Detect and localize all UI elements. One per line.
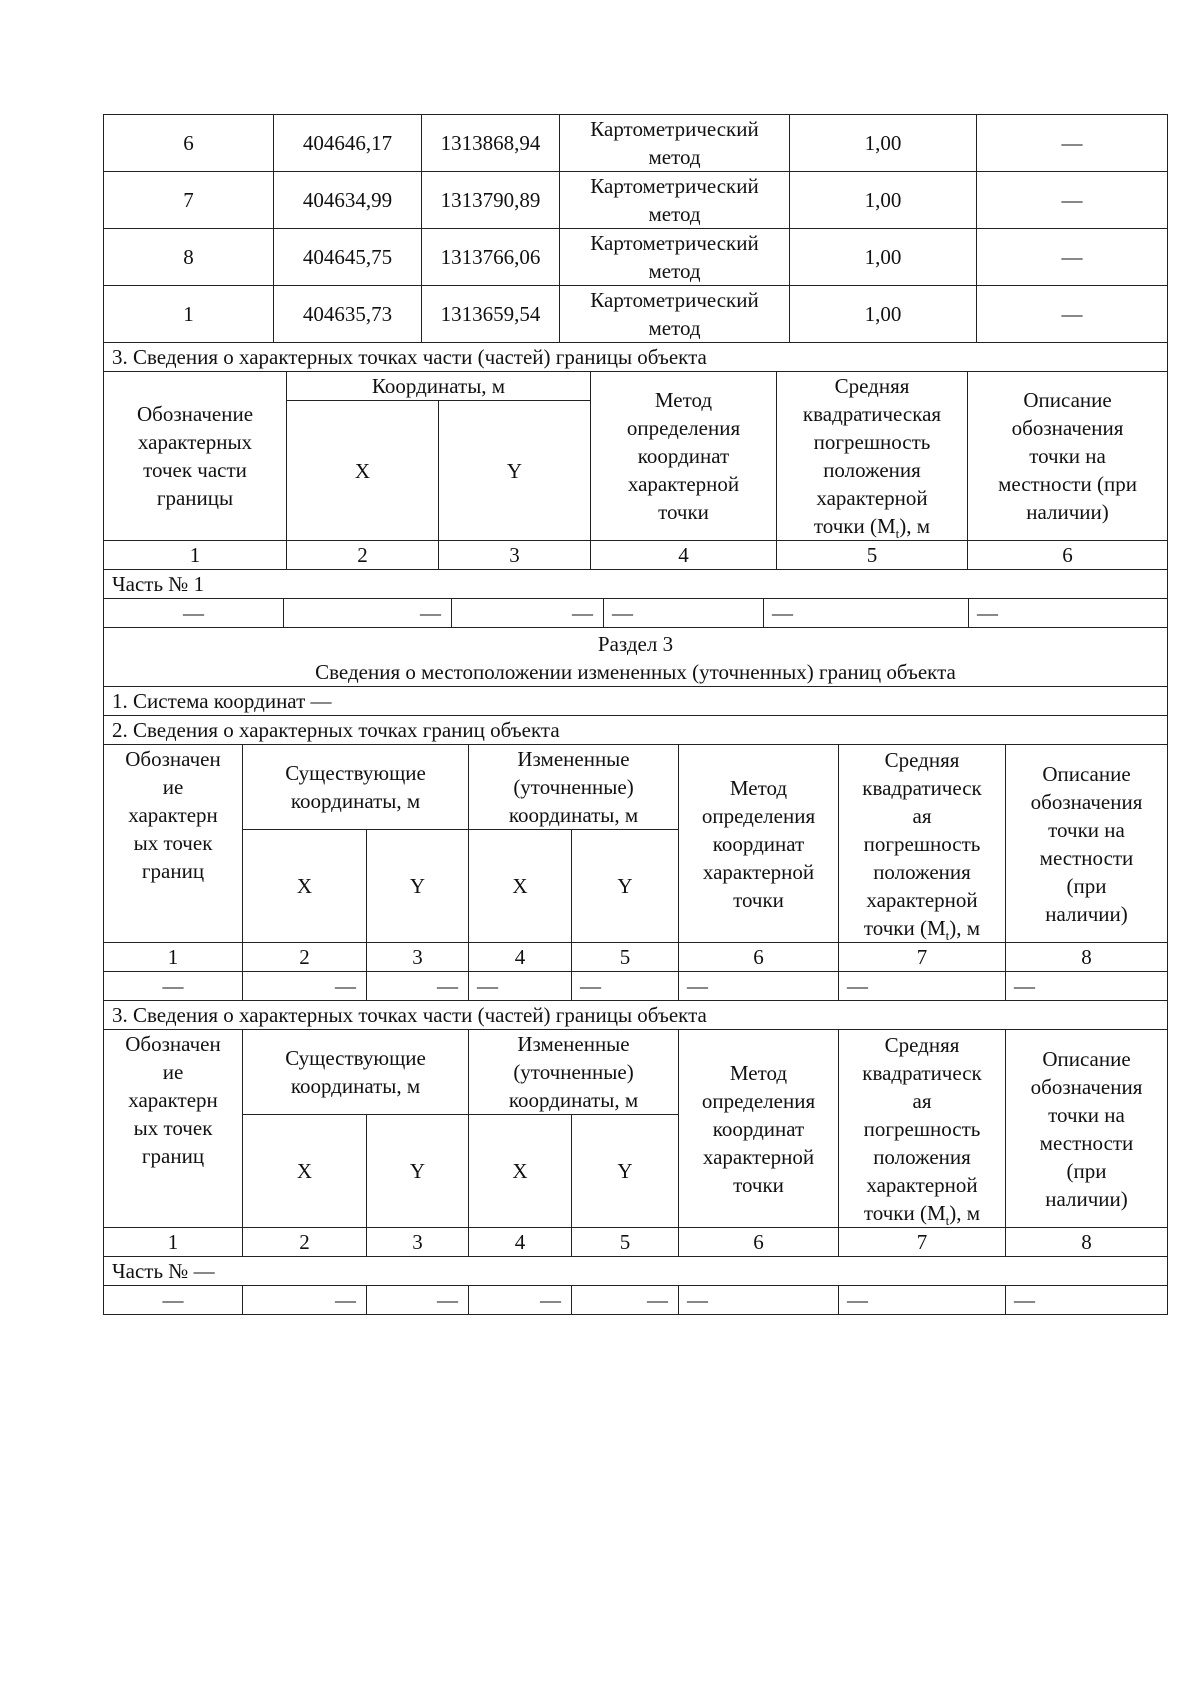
coord-y: 1313868,94 bbox=[422, 115, 560, 172]
subscript-text: t bbox=[945, 1212, 950, 1228]
table-row bbox=[104, 1286, 1168, 1315]
column-number: 2 bbox=[287, 541, 439, 570]
header-line: характерной bbox=[702, 1144, 815, 1169]
accuracy-value: 1,00 bbox=[790, 229, 977, 286]
description-value: — bbox=[977, 286, 1168, 343]
header-line: координат bbox=[637, 444, 730, 468]
header-line: точки на bbox=[1029, 444, 1106, 468]
dash-cell: — bbox=[572, 972, 679, 1001]
header-x: X bbox=[243, 1115, 367, 1228]
column-number: 1 bbox=[104, 541, 287, 570]
header-line: (при bbox=[1066, 873, 1107, 898]
dash-cell: — bbox=[452, 599, 604, 628]
header-existing-coords bbox=[243, 745, 469, 830]
header-line: Измененные bbox=[517, 1032, 630, 1056]
header-line: точки на bbox=[1048, 817, 1125, 842]
accuracy-value: 1,00 bbox=[790, 286, 977, 343]
dash-cell: — bbox=[679, 1286, 839, 1315]
header-line: границы bbox=[156, 486, 234, 510]
header-y: Y bbox=[572, 830, 679, 943]
header-description bbox=[1006, 745, 1168, 943]
subscript-text: t bbox=[945, 927, 950, 943]
header-line: границ bbox=[141, 859, 205, 883]
header-line: характерных bbox=[137, 430, 253, 454]
column-number: 5 bbox=[572, 1228, 679, 1257]
header-line: координат bbox=[712, 831, 805, 856]
header-method bbox=[679, 1030, 839, 1228]
header-designation bbox=[104, 745, 243, 943]
header-line: ие bbox=[162, 775, 184, 799]
header-line: ых точек bbox=[133, 831, 213, 855]
column-number: 1 bbox=[104, 1228, 243, 1257]
method-line: метод bbox=[648, 145, 701, 169]
header-method bbox=[679, 745, 839, 943]
header-x: X bbox=[469, 830, 572, 943]
column-number: 4 bbox=[591, 541, 777, 570]
subscript-text: t bbox=[895, 526, 900, 542]
header-line: положения bbox=[873, 859, 971, 884]
section-heading: 3. Сведения о характерных точках части (частей) границы объекта bbox=[104, 343, 1168, 372]
boundary-points-table-tail bbox=[103, 114, 1168, 343]
header-line: обозначения bbox=[1011, 416, 1124, 440]
dash-cell: — bbox=[367, 1286, 469, 1315]
header-line: (уточненные) bbox=[513, 775, 634, 799]
header-line: характерной bbox=[702, 859, 815, 884]
column-number: 8 bbox=[1006, 943, 1168, 972]
header-line: точки bbox=[733, 1172, 784, 1197]
header-line: погрешность bbox=[863, 831, 981, 856]
description-value: — bbox=[977, 115, 1168, 172]
dash-cell: — bbox=[284, 599, 452, 628]
header-line: наличии) bbox=[1026, 500, 1109, 524]
header-line: ая bbox=[912, 1088, 932, 1113]
header-line: обозначения bbox=[1030, 789, 1143, 814]
method-line: Картометрический bbox=[590, 117, 759, 141]
method-line: Картометрический bbox=[590, 231, 759, 255]
header-line: Существующие bbox=[285, 1046, 426, 1070]
header-line: Средняя bbox=[834, 374, 910, 398]
header-designation bbox=[104, 372, 287, 541]
coord-y: 1313659,54 bbox=[422, 286, 560, 343]
point-number: 7 bbox=[104, 172, 274, 229]
header-description bbox=[1006, 1030, 1168, 1228]
header-line: точек части bbox=[143, 458, 247, 482]
column-number: 1 bbox=[104, 943, 243, 972]
header-line: (при bbox=[1066, 1158, 1107, 1183]
header-line: квадратическ bbox=[862, 1060, 982, 1085]
header-line: определения bbox=[626, 416, 741, 440]
header-existing-coords bbox=[243, 1030, 469, 1115]
method-cell bbox=[560, 286, 790, 343]
coord-x: 404646,17 bbox=[274, 115, 422, 172]
column-numbers-row bbox=[104, 541, 1168, 570]
header-line: обозначения bbox=[1030, 1074, 1143, 1099]
dash-cell: — bbox=[469, 1286, 572, 1315]
column-number: 4 bbox=[469, 943, 572, 972]
header-line: Описание bbox=[1042, 761, 1131, 786]
header-line bbox=[843, 914, 1001, 942]
column-number: 5 bbox=[572, 943, 679, 972]
header-line: ая bbox=[912, 803, 932, 828]
header-line: Средняя bbox=[884, 747, 960, 772]
table-row bbox=[104, 972, 1168, 1001]
section3-table bbox=[103, 628, 1168, 1315]
point-number: 8 bbox=[104, 229, 274, 286]
dash-cell: — bbox=[104, 1286, 243, 1315]
dash-cell: — bbox=[243, 972, 367, 1001]
header-line: местности (при bbox=[998, 472, 1137, 496]
coord-x: 404634,99 bbox=[274, 172, 422, 229]
table-row bbox=[104, 229, 1168, 286]
header-line: квадратическ bbox=[862, 775, 982, 800]
header-line: местности bbox=[1039, 845, 1134, 870]
header-text: ), м bbox=[949, 1200, 981, 1225]
header-line: Измененные bbox=[517, 747, 630, 771]
header-line: характерной bbox=[816, 486, 928, 510]
column-number: 6 bbox=[679, 943, 839, 972]
header-line: точки на bbox=[1048, 1102, 1125, 1127]
section-heading: 3. Сведения о характерных точках части (частей) границы объекта bbox=[104, 1001, 1168, 1030]
header-line: погрешность bbox=[813, 430, 931, 454]
header-text: ), м bbox=[949, 915, 981, 940]
header-y: Y bbox=[367, 1115, 469, 1228]
header-x: X bbox=[469, 1115, 572, 1228]
dash-cell: — bbox=[764, 599, 969, 628]
header-line: Описание bbox=[1023, 388, 1112, 412]
column-number: 2 bbox=[243, 1228, 367, 1257]
column-number: 6 bbox=[679, 1228, 839, 1257]
column-number: 6 bbox=[968, 541, 1168, 570]
header-line bbox=[781, 512, 963, 540]
part-dash-row-table bbox=[103, 599, 1168, 628]
header-y: Y bbox=[367, 830, 469, 943]
header-line: Метод bbox=[729, 1060, 788, 1085]
method-line: метод bbox=[648, 316, 701, 340]
method-cell bbox=[560, 229, 790, 286]
header-line: точки bbox=[733, 887, 784, 912]
parts-points-table bbox=[103, 343, 1168, 599]
document-page bbox=[103, 114, 1167, 1315]
header-line: Метод bbox=[654, 388, 713, 412]
header-line: наличии) bbox=[1045, 1186, 1128, 1211]
header-coordinates: Координаты, м bbox=[287, 372, 591, 401]
header-text: ), м bbox=[899, 514, 931, 538]
description-value: — bbox=[977, 172, 1168, 229]
section-heading: 2. Сведения о характерных точках границ объекта bbox=[104, 716, 1168, 745]
header-y: Y bbox=[439, 401, 591, 541]
header-line: координаты, м bbox=[508, 803, 639, 827]
coord-y: 1313790,89 bbox=[422, 172, 560, 229]
header-line: Средняя bbox=[884, 1032, 960, 1057]
coord-x: 404635,73 bbox=[274, 286, 422, 343]
header-line: точки bbox=[658, 500, 709, 524]
dash-cell: — bbox=[367, 972, 469, 1001]
header-line: характерной bbox=[627, 472, 740, 496]
header-y: Y bbox=[572, 1115, 679, 1228]
accuracy-value: 1,00 bbox=[790, 115, 977, 172]
header-line: наличии) bbox=[1045, 901, 1128, 926]
header-line: местности bbox=[1039, 1130, 1134, 1155]
header-line: квадратическая bbox=[802, 402, 942, 426]
column-number: 8 bbox=[1006, 1228, 1168, 1257]
column-number: 3 bbox=[439, 541, 591, 570]
header-accuracy bbox=[777, 372, 968, 541]
column-number: 3 bbox=[367, 1228, 469, 1257]
accuracy-value: 1,00 bbox=[790, 172, 977, 229]
header-line: координаты, м bbox=[508, 1088, 639, 1112]
table-row bbox=[104, 172, 1168, 229]
header-line bbox=[843, 1199, 1001, 1227]
header-accuracy bbox=[839, 1030, 1006, 1228]
dash-cell: — bbox=[1006, 1286, 1168, 1315]
method-line: Картометрический bbox=[590, 174, 759, 198]
section-subtitle: Сведения о местоположении измененных (уточненных) границ объекта bbox=[315, 660, 956, 684]
header-line: Существующие bbox=[285, 761, 426, 785]
header-line: определения bbox=[701, 803, 816, 828]
part-label: Часть № — bbox=[104, 1257, 1168, 1286]
column-number: 4 bbox=[469, 1228, 572, 1257]
header-line: Метод bbox=[729, 775, 788, 800]
header-x: X bbox=[243, 830, 367, 943]
dash-cell: — bbox=[104, 972, 243, 1001]
dash-cell: — bbox=[104, 599, 284, 628]
table-row bbox=[104, 286, 1168, 343]
header-method bbox=[591, 372, 777, 541]
header-line: координаты, м bbox=[290, 1074, 421, 1098]
dash-cell: — bbox=[839, 1286, 1006, 1315]
header-line: характерной bbox=[866, 1172, 978, 1197]
method-cell bbox=[560, 172, 790, 229]
header-line: границ bbox=[141, 1144, 205, 1168]
header-changed-coords bbox=[469, 1030, 679, 1115]
point-number: 1 bbox=[104, 286, 274, 343]
dash-cell: — bbox=[1006, 972, 1168, 1001]
header-line: (уточненные) bbox=[513, 1060, 634, 1084]
dash-cell: — bbox=[572, 1286, 679, 1315]
header-line: Обозначение bbox=[136, 402, 254, 426]
column-number: 2 bbox=[243, 943, 367, 972]
header-line: координаты, м bbox=[290, 789, 421, 813]
header-line: характерн bbox=[128, 803, 218, 827]
header-line: ие bbox=[162, 1060, 184, 1084]
header-changed-coords bbox=[469, 745, 679, 830]
coord-x: 404645,75 bbox=[274, 229, 422, 286]
point-number: 6 bbox=[104, 115, 274, 172]
column-number: 5 bbox=[777, 541, 968, 570]
dash-cell: — bbox=[679, 972, 839, 1001]
header-line: определения bbox=[701, 1088, 816, 1113]
column-number: 7 bbox=[839, 1228, 1006, 1257]
header-accuracy bbox=[839, 745, 1006, 943]
coord-system-line: 1. Система координат — bbox=[104, 687, 1168, 716]
header-line: ых точек bbox=[133, 1116, 213, 1140]
header-line: Обозначен bbox=[125, 1032, 221, 1056]
header-text: точки (M bbox=[813, 514, 896, 538]
header-line: положения bbox=[873, 1144, 971, 1169]
column-numbers-row bbox=[104, 943, 1168, 972]
dash-cell: — bbox=[839, 972, 1006, 1001]
header-line: положения bbox=[823, 458, 921, 482]
dash-cell: — bbox=[469, 972, 572, 1001]
method-line: метод bbox=[648, 202, 701, 226]
header-designation bbox=[104, 1030, 243, 1228]
header-description bbox=[968, 372, 1168, 541]
dash-cell: — bbox=[604, 599, 764, 628]
header-line: погрешность bbox=[863, 1116, 981, 1141]
header-line: характерн bbox=[128, 1088, 218, 1112]
header-text: точки (M bbox=[863, 915, 946, 940]
coord-y: 1313766,06 bbox=[422, 229, 560, 286]
method-line: Картометрический bbox=[590, 288, 759, 312]
dash-cell: — bbox=[969, 599, 1168, 628]
part-label: Часть № 1 bbox=[104, 570, 1168, 599]
header-line: координат bbox=[712, 1116, 805, 1141]
header-line: Описание bbox=[1042, 1046, 1131, 1071]
column-numbers-row bbox=[104, 1228, 1168, 1257]
header-x: X bbox=[287, 401, 439, 541]
method-line: метод bbox=[648, 259, 701, 283]
dash-cell: — bbox=[243, 1286, 367, 1315]
header-line: Обозначен bbox=[125, 747, 221, 771]
table-row bbox=[104, 115, 1168, 172]
method-cell bbox=[560, 115, 790, 172]
header-text: точки (M bbox=[863, 1200, 946, 1225]
column-number: 3 bbox=[367, 943, 469, 972]
column-number: 7 bbox=[839, 943, 1006, 972]
description-value: — bbox=[977, 229, 1168, 286]
section-title: Раздел 3 bbox=[597, 632, 674, 656]
header-line: характерной bbox=[866, 887, 978, 912]
table-row bbox=[104, 599, 1168, 628]
section-title-block bbox=[104, 628, 1168, 687]
